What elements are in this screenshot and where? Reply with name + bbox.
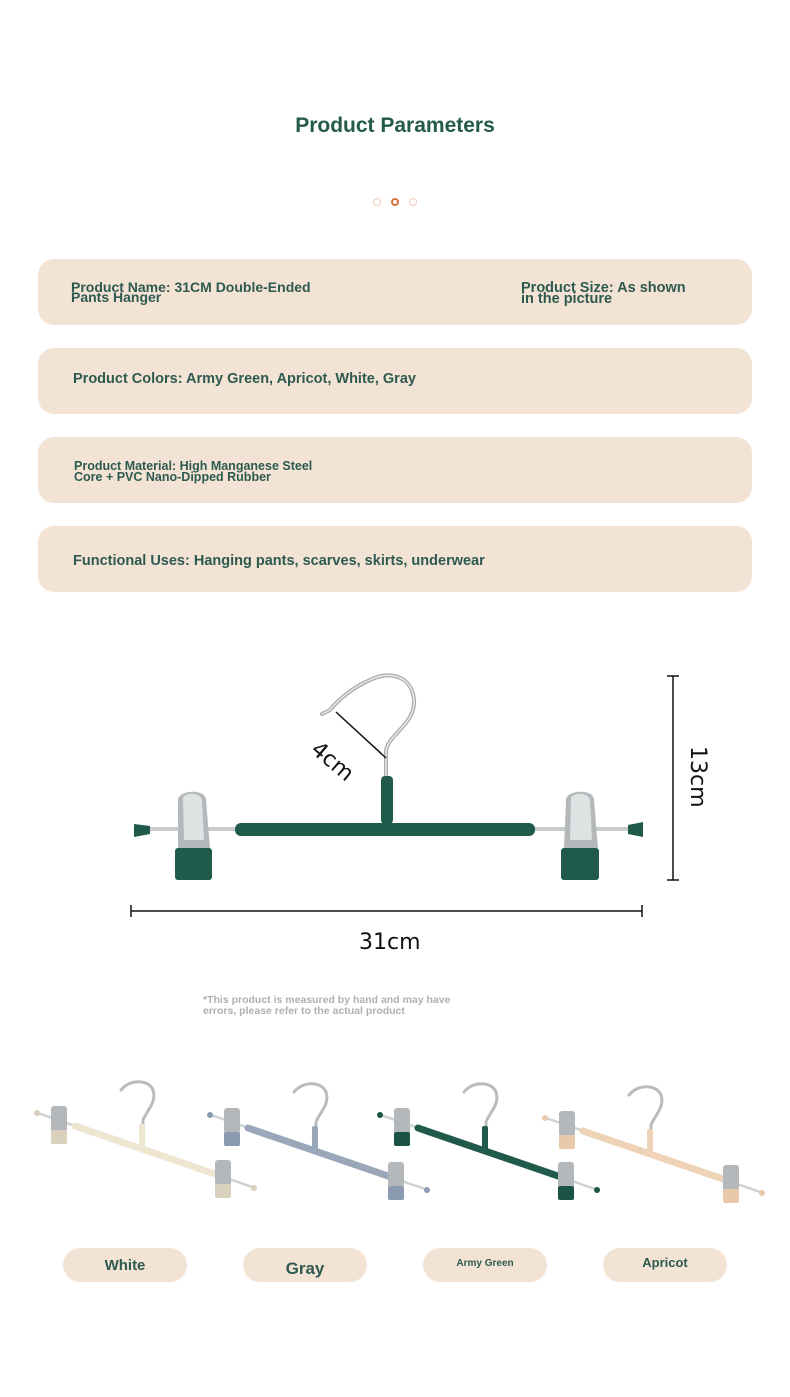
- left-clip: [175, 792, 212, 880]
- product-colors-text: Product Colors: Army Green, Apricot, White, Gray: [73, 371, 416, 387]
- hanger-apricot: [542, 1087, 765, 1203]
- variant-label-apricot[interactable]: Apricot: [603, 1248, 727, 1282]
- hanger-neck: [381, 776, 393, 824]
- product-size-text: Product Size: As shown in the picture: [521, 280, 686, 307]
- left-tip: [134, 824, 150, 837]
- page-title: Product Parameters: [295, 114, 495, 137]
- param-card-name-size: [38, 259, 752, 325]
- measurement-note: *This product is measured by hand and may have errors, please refer to the actual product: [203, 994, 451, 1017]
- hanger-white: [34, 1082, 257, 1198]
- right-clip: [561, 792, 599, 880]
- param-card-material: [38, 437, 752, 503]
- hook-dimension-line: [336, 712, 386, 758]
- param-card-uses: [38, 526, 752, 592]
- carousel-dot[interactable]: [373, 198, 381, 206]
- color-variant-hangers: [0, 1070, 790, 1230]
- height-dimension-label: 13cm: [685, 746, 710, 808]
- hook-dimension-label: 4cm: [305, 737, 359, 787]
- product-name-text: Product Name: 31CM Double-Ended Pants Hanger: [71, 279, 311, 305]
- variant-label-army-green[interactable]: Army Green: [423, 1248, 547, 1282]
- right-tip: [628, 822, 643, 837]
- variant-label-gray[interactable]: Gray: [243, 1248, 367, 1282]
- carousel-dots: [0, 198, 790, 206]
- carousel-dot-active[interactable]: [391, 198, 399, 206]
- hanger-dimension-diagram: [0, 640, 790, 980]
- param-card-colors: [38, 348, 752, 414]
- variant-label-white[interactable]: White: [63, 1248, 187, 1282]
- functional-uses-text: Functional Uses: Hanging pants, scarves, skirts, underwear: [73, 553, 485, 569]
- width-dimension-label: 31cm: [359, 930, 421, 955]
- product-material-text: Product Material: High Manganese Steel Core + PVC Nano-Dipped Rubber: [74, 459, 313, 484]
- hanger-bar: [235, 823, 535, 836]
- carousel-dot[interactable]: [409, 198, 417, 206]
